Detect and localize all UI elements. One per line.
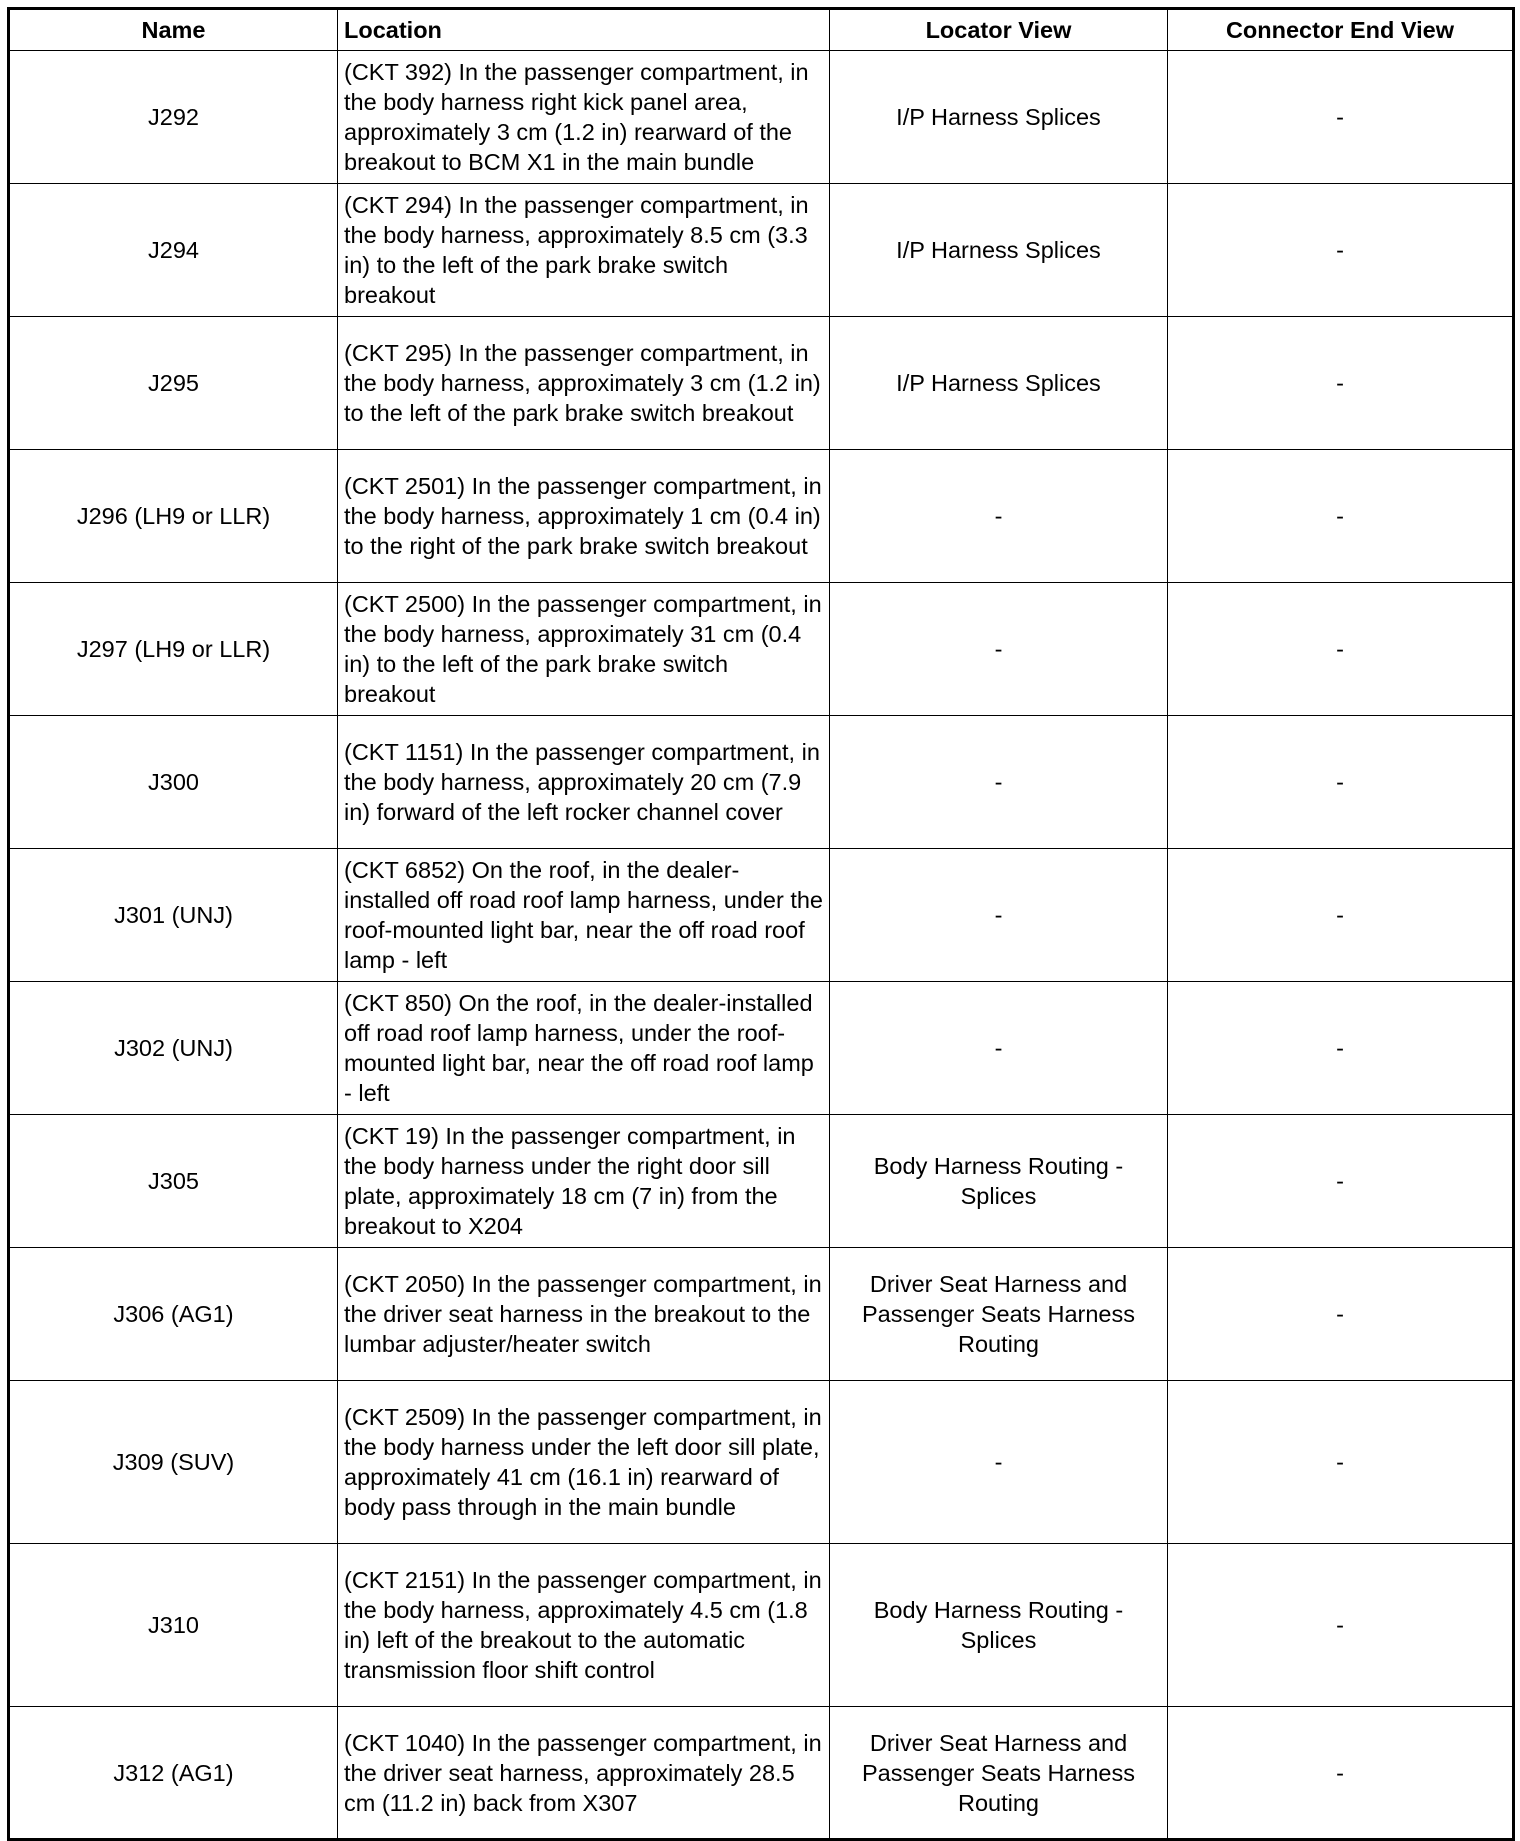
cell-locator-view: I/P Harness Splices	[830, 317, 1168, 450]
cell-locator-view: -	[830, 849, 1168, 982]
cell-name: J306 (AG1)	[9, 1248, 338, 1381]
header-location: Location	[338, 9, 830, 51]
cell-location: (CKT 2509) In the passenger compartment, in the body harness under the left door sill plate, approximately 41 cm (16.1 in) rearward of body pass through in the main bundle	[338, 1381, 830, 1544]
cell-name: J296 (LH9 or LLR)	[9, 450, 338, 583]
cell-connector-end-view: -	[1168, 1248, 1514, 1381]
header-connector-end-view: Connector End View	[1168, 9, 1514, 51]
cell-name: J292	[9, 51, 338, 184]
cell-locator-view: Driver Seat Harness and Passenger Seats Harness Routing	[830, 1248, 1168, 1381]
cell-connector-end-view: -	[1168, 1381, 1514, 1544]
cell-connector-end-view: -	[1168, 450, 1514, 583]
cell-connector-end-view: -	[1168, 184, 1514, 317]
cell-name: J305	[9, 1115, 338, 1248]
cell-connector-end-view: -	[1168, 1544, 1514, 1707]
cell-location: (CKT 2500) In the passenger compartment, in the body harness, approximately 31 cm (0.4 in) to the left of the park brake switch breakout	[338, 583, 830, 716]
cell-name: J302 (UNJ)	[9, 982, 338, 1115]
cell-locator-view: -	[830, 716, 1168, 849]
table-row	[9, 1544, 1514, 1707]
cell-connector-end-view: -	[1168, 982, 1514, 1115]
cell-name: J301 (UNJ)	[9, 849, 338, 982]
table-row	[9, 317, 1514, 450]
cell-name: J300	[9, 716, 338, 849]
header-row	[9, 9, 1514, 51]
cell-locator-view: -	[830, 982, 1168, 1115]
cell-connector-end-view: -	[1168, 317, 1514, 450]
cell-location: (CKT 295) In the passenger compartment, in the body harness, approximately 3 cm (1.2 in) to the left of the park brake switch breakout	[338, 317, 830, 450]
cell-locator-view: I/P Harness Splices	[830, 184, 1168, 317]
table-row	[9, 1115, 1514, 1248]
cell-connector-end-view: -	[1168, 583, 1514, 716]
cell-locator-view: I/P Harness Splices	[830, 51, 1168, 184]
table-row	[9, 1381, 1514, 1544]
table-row	[9, 982, 1514, 1115]
cell-connector-end-view: -	[1168, 1707, 1514, 1840]
header-locator-view: Locator View	[830, 9, 1168, 51]
cell-name: J309 (SUV)	[9, 1381, 338, 1544]
cell-locator-view: Body Harness Routing - Splices	[830, 1544, 1168, 1707]
cell-locator-view: -	[830, 1381, 1168, 1544]
header-name: Name	[9, 9, 338, 51]
table-row	[9, 583, 1514, 716]
cell-connector-end-view: -	[1168, 716, 1514, 849]
splice-location-table	[7, 7, 1515, 1841]
table-row	[9, 51, 1514, 184]
cell-name: J297 (LH9 or LLR)	[9, 583, 338, 716]
table-row	[9, 849, 1514, 982]
cell-name: J295	[9, 317, 338, 450]
cell-location: (CKT 1151) In the passenger compartment, in the body harness, approximately 20 cm (7.9 in) forward of the left rocker channel cover	[338, 716, 830, 849]
cell-location: (CKT 2050) In the passenger compartment, in the driver seat harness in the breakout to the lumbar adjuster/heater switch	[338, 1248, 830, 1381]
cell-location: (CKT 19) In the passenger compartment, in the body harness under the right door sill plate, approximately 18 cm (7 in) from the breakout to X204	[338, 1115, 830, 1248]
cell-name: J312 (AG1)	[9, 1707, 338, 1840]
cell-location: (CKT 850) On the roof, in the dealer-installed off road roof lamp harness, under the roof-mounted light bar, near the off road roof lamp - left	[338, 982, 830, 1115]
cell-location: (CKT 2151) In the passenger compartment, in the body harness, approximately 4.5 cm (1.8 in) left of the breakout to the automatic transmission floor shift control	[338, 1544, 830, 1707]
cell-locator-view: -	[830, 583, 1168, 716]
table-row	[9, 184, 1514, 317]
cell-name: J310	[9, 1544, 338, 1707]
table-row	[9, 1707, 1514, 1840]
cell-location: (CKT 2501) In the passenger compartment, in the body harness, approximately 1 cm (0.4 in) to the right of the park brake switch breakout	[338, 450, 830, 583]
cell-connector-end-view: -	[1168, 1115, 1514, 1248]
cell-locator-view: Body Harness Routing - Splices	[830, 1115, 1168, 1248]
table-row	[9, 450, 1514, 583]
cell-connector-end-view: -	[1168, 849, 1514, 982]
cell-locator-view: -	[830, 450, 1168, 583]
cell-location: (CKT 1040) In the passenger compartment, in the driver seat harness, approximately 28.5 cm (11.2 in) back from X307	[338, 1707, 830, 1840]
cell-name: J294	[9, 184, 338, 317]
cell-location: (CKT 294) In the passenger compartment, in the body harness, approximately 8.5 cm (3.3 in) to the left of the park brake switch breakout	[338, 184, 830, 317]
cell-connector-end-view: -	[1168, 51, 1514, 184]
cell-location: (CKT 6852) On the roof, in the dealer-installed off road roof lamp harness, under the roof-mounted light bar, near the off road roof lamp - left	[338, 849, 830, 982]
table-row	[9, 716, 1514, 849]
table-row	[9, 1248, 1514, 1381]
cell-locator-view: Driver Seat Harness and Passenger Seats Harness Routing	[830, 1707, 1168, 1840]
cell-location: (CKT 392) In the passenger compartment, in the body harness right kick panel area, approximately 3 cm (1.2 in) rearward of the breakout to BCM X1 in the main bundle	[338, 51, 830, 184]
